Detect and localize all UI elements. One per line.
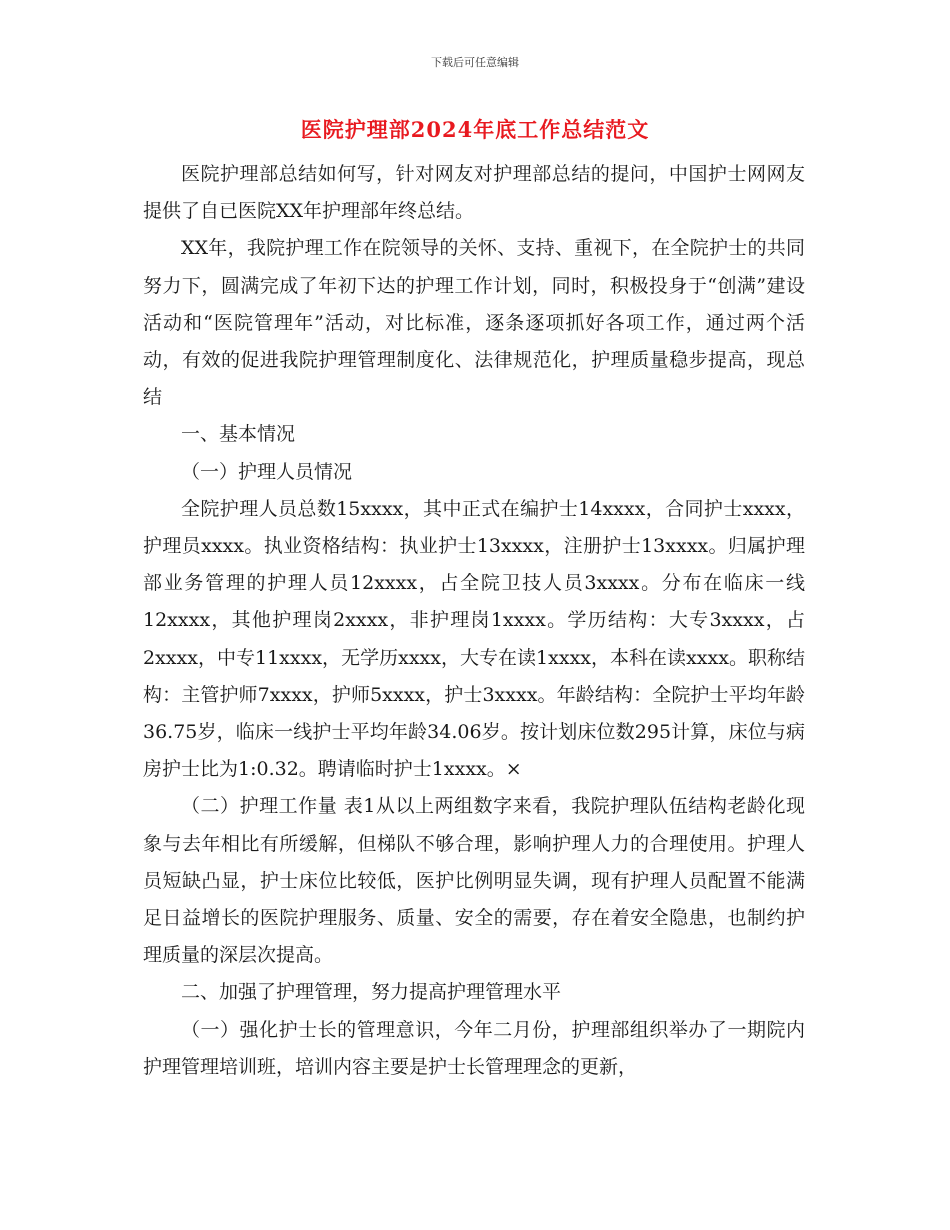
page-header-note: 下载后可任意编辑 (431, 56, 519, 69)
paragraph-workload: （二）护理工作量 表1从以上两组数字来看，我院护理队伍结构老龄化现象与去年相比有所缓解，但梯队不够合理，影响护理人力的合理使用。护理人员短缺凸显，护士床位比较低，医护比例明显失调，现有护理人员配置不能满足日益增长的医院护理服务、质量、安全的需要，存在着安全隐患，也制约护理质量的深层次提高。 (143, 795, 805, 967)
subsection-heading-staff: （一）护理人员情况 (181, 460, 353, 483)
paragraph-head-nurse-training: （一）强化护士长的管理意识，今年二月份，护理部组织举办了一期院内护理管理培训班，培训内容主要是护士长管理理念的更新， (143, 1018, 805, 1078)
section-heading-management: 二、加强了护理管理，努力提高护理管理水平 (181, 981, 562, 1004)
section-heading-basic-situation: 一、基本情况 (181, 423, 296, 446)
paragraph-overview: XX年，我院护理工作在院领导的关怀、支持、重视下，在全院护士的共同努力下，圆满完成了年初下达的护理工作计划，同时，积极投身于“创满”建设活动和“医院管理年”活动，对比标准，逐条逐项抓好各项工作，通过两个活动，有效的促进我院护理管理制度化、法律规范化，护理质量稳步提高，现总结 (143, 237, 805, 409)
document-body (143, 156, 805, 1086)
paragraph-intro: 医院护理部总结如何写，针对网友对护理部总结的提问，中国护士网网友提供了自已医院XX年护理部年终总结。 (143, 163, 805, 223)
paragraph-staff-statistics: 全院护理人员总数15xxxx，其中正式在编护士14xxxx，合同护士xxxx，护理员xxxx。执业资格结构：执业护士13xxxx，注册护士13xxxx。归属护理部业务管理的护理人员12xxxx，占全院卫技人员3xxxx。分布在临床一线12xxxx，其他护理岗2xxxx，非护理岗1xxxx。学历结构：大专3xxxx，占2xxxx，中专11xxxx，无学历xxxx，大专在读1xxxx，本科在读xxxx。职称结构：主管护师7xxxx，护师5xxxx，护士3xxxx。年龄结构：全院护士平均年龄36.75岁，临床一线护士平均年龄34.06岁。按计划床位数295计算，床位与病房护士比为1:0.32。聘请临时护士1xxxx。× (143, 497, 805, 781)
document-title: 医院护理部2024年底工作总结范文 (300, 117, 650, 142)
